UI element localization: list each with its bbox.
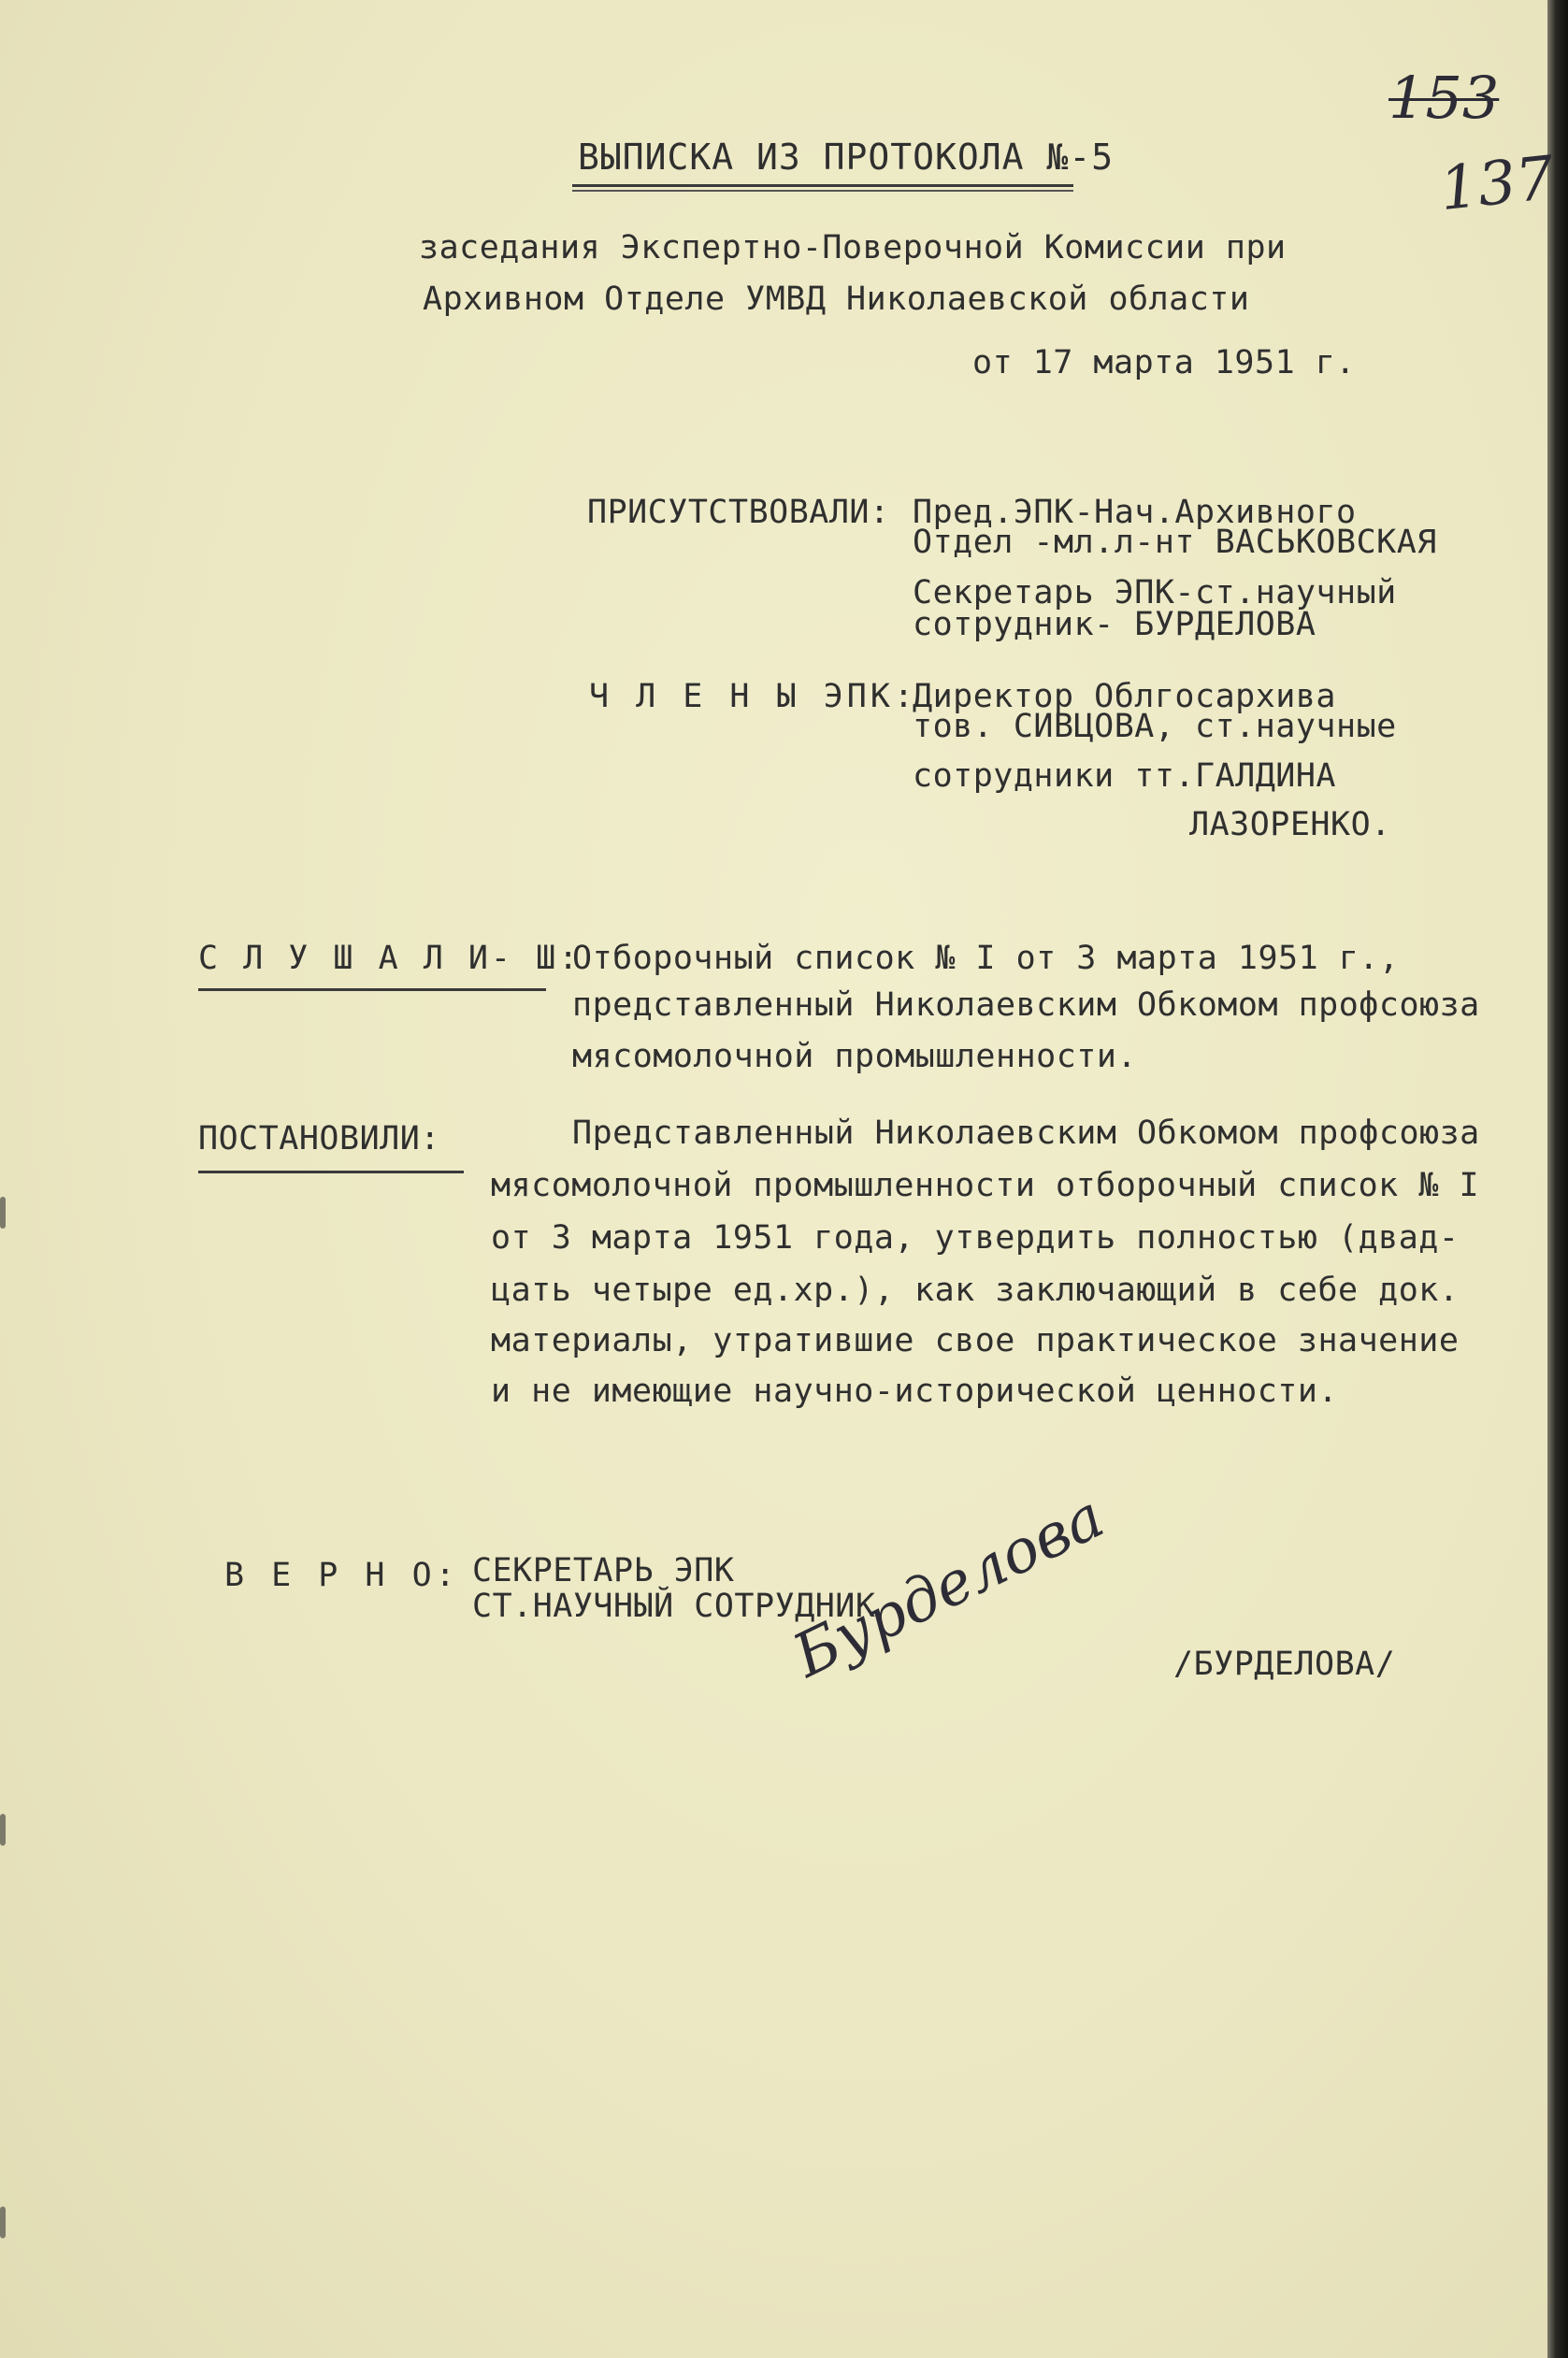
sheet-number-new: 137 [1436, 143, 1558, 225]
document-title: ВЫПИСКА ИЗ ПРОТОКОЛА №-5 [578, 137, 1115, 178]
heard-underline [198, 988, 546, 991]
present-line: Отдел -мл.л-нт ВАСЬКОВСКАЯ [913, 524, 1437, 561]
members-line: сотрудники тт.ГАЛДИНА [913, 757, 1337, 795]
heard-line: представленный Николаевским Обкомом профсоюза [572, 986, 1480, 1024]
present-line: сотрудник- БУРДЕЛОВА [913, 606, 1316, 643]
sheet-number-old: 153 [1388, 64, 1500, 132]
certified-position: СЕКРЕТАРЬ ЭПК [472, 1552, 735, 1589]
decided-line: и не имеющие научно-исторической ценности. [491, 1373, 1339, 1410]
certified-label: В Е Р Н О: [224, 1557, 459, 1594]
present-line: Секретарь ЭПК-ст.научный [913, 574, 1397, 611]
decided-line: от 3 марта 1951 года, утвердить полностью (двад- [491, 1219, 1460, 1257]
members-line: ЛАЗОРЕНКО. [1189, 806, 1391, 843]
decided-label: ПОСТАНОВИЛИ: [198, 1120, 440, 1157]
scan-edge [1547, 0, 1568, 2358]
certified-position: СТ.НАУЧНЫЙ СОТРУДНИК [472, 1588, 876, 1625]
members-line: Директор Облгосархива [913, 678, 1337, 715]
decided-underline [198, 1171, 464, 1173]
certified-name: /БУРДЕЛОВА/ [1173, 1646, 1396, 1683]
binding-mark [0, 2207, 6, 2238]
heard-line: мясомолочной промышленности. [572, 1038, 1138, 1075]
document-subtitle: заседания Экспертно-Поверочной Комиссии при [419, 229, 1287, 266]
decided-line: материалы, утратившие свое практическое значение [491, 1322, 1460, 1359]
document-date: от 17 марта 1951 г. [972, 344, 1356, 381]
present-label: ПРИСУТСТВОВАЛИ: [587, 494, 890, 531]
present-line: Пред.ЭПК-Нач.Архивного [913, 494, 1357, 531]
document-subtitle: Архивном Отделе УМВД Николаевской области [423, 280, 1250, 318]
decided-line: мясомолочной промышленности отборочный список № I [491, 1167, 1480, 1204]
heard-label: С Л У Ш А Л И- Ш: [198, 940, 582, 977]
members-line: тов. СИВЦОВА, ст.научные [913, 708, 1397, 745]
binding-mark [0, 1814, 6, 1846]
members-label: Ч Л Е Н Ы ЭПК: [589, 678, 918, 715]
binding-mark [0, 1197, 6, 1229]
title-underline [572, 184, 1073, 192]
heard-line: Отборочный список № I от 3 марта 1951 г., [572, 940, 1400, 977]
decided-line: цать четыре ед.хр.), как заключающий в себе док. [491, 1272, 1460, 1309]
signature: Бурделова [783, 1482, 1115, 1691]
decided-line: Представленный Николаевским Обкомом профсоюза [572, 1114, 1480, 1152]
